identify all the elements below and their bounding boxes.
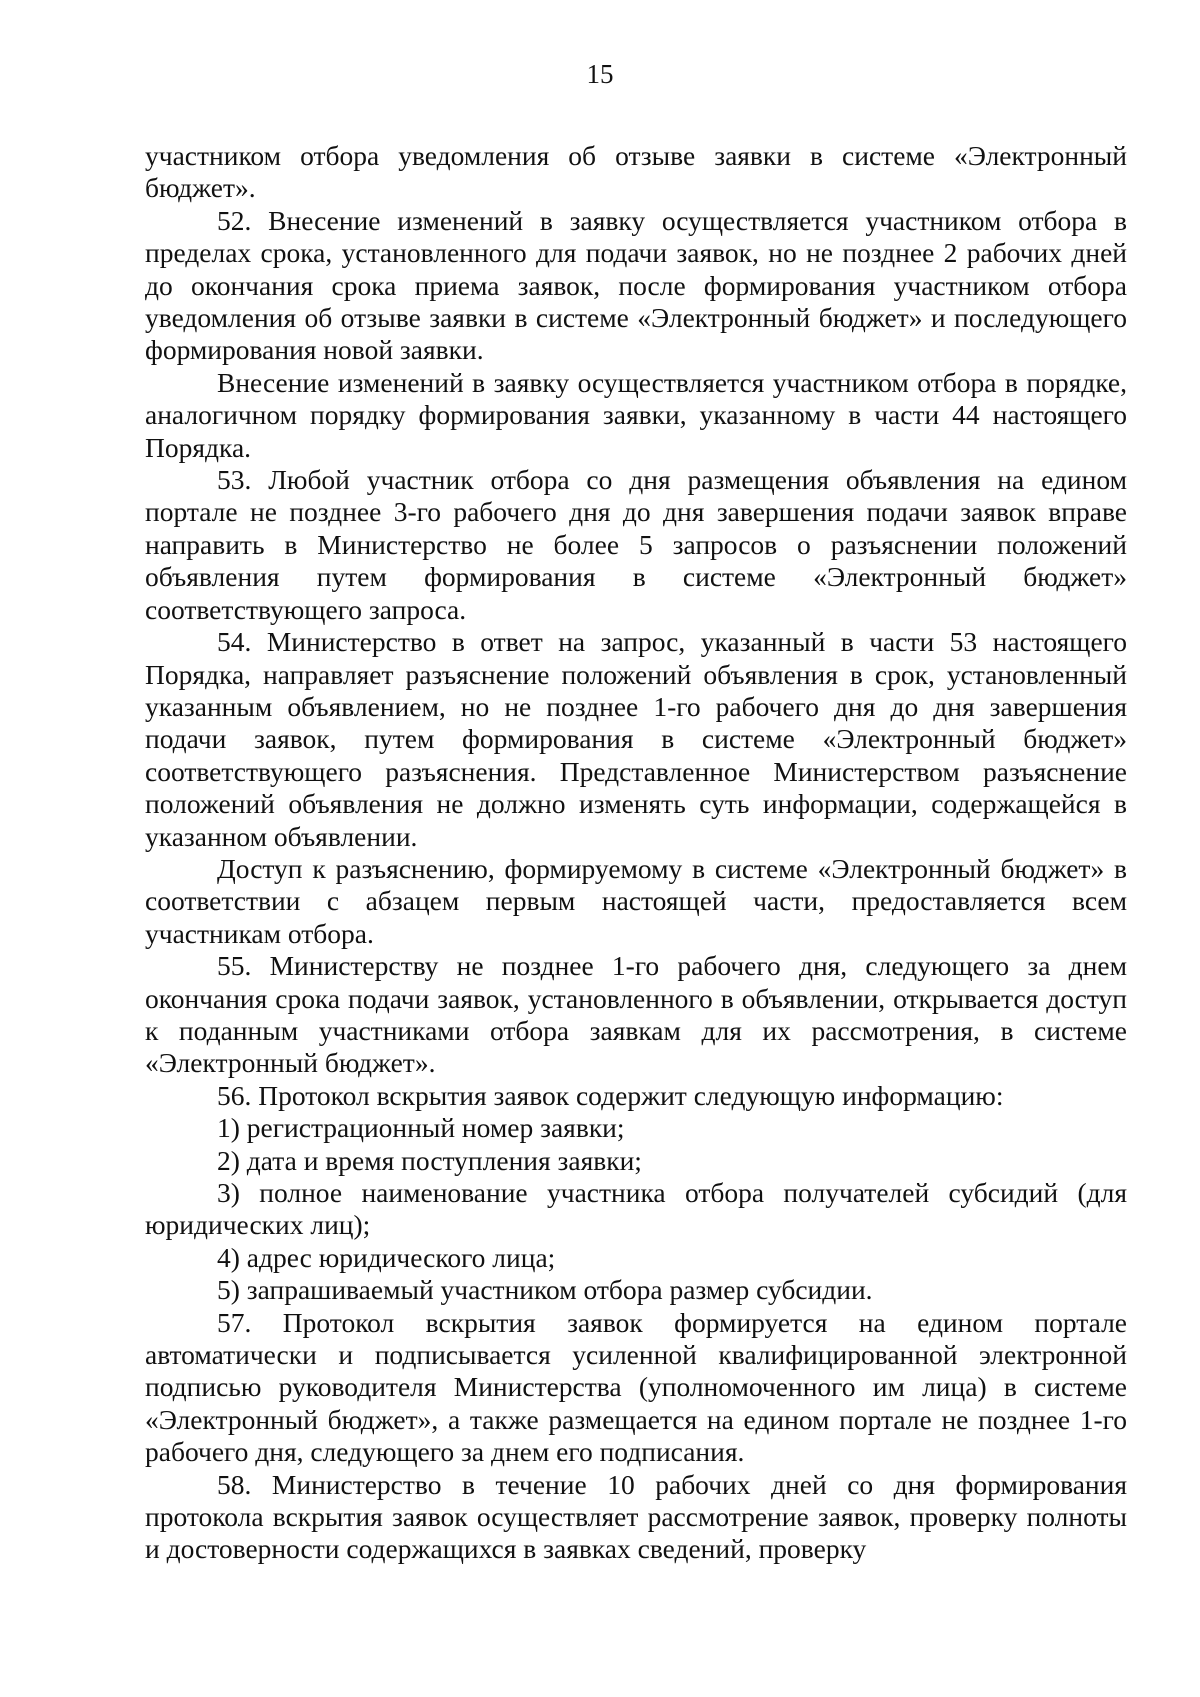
paragraph: 55. Министерству не позднее 1-го рабочего дня, следующего за днем окончания срока подачи заявок, установленного в объявлении, открывается доступ к поданным участниками отбора заявкам для их рассмотрения, в системе «Электронный бюджет». — [145, 950, 1127, 1079]
paragraph: 1) регистрационный номер заявки; — [217, 1112, 625, 1144]
paragraph: 57. Протокол вскрытия заявок формируется на едином портале автоматически и подписывается усиленной квалифицированной электронной подписью руководителя Министерства (уполномоченного им лица) в системе «Электронный бюджет», а также размещается на едином портале не позднее 1-го рабочего дня, следующего за днем его подписания. — [145, 1306, 1127, 1468]
paragraph: 53. Любой участник отбора со дня размещения объявления на едином портале не позднее 3-го рабочего дня до дня завершения подачи заявок вправе направить в Министерство не более 5 запросов о разъяснении положений объявления путем формирования в системе «Электронный бюджет» соответствующего запроса. — [145, 464, 1127, 625]
paragraph: 58. Министерство в течение 10 рабочих дней со дня формирования протокола вскрытия заявок осуществляет рассмотрение заявок, проверку полноты и достоверности содержащихся в заявках сведений, проверку — [145, 1468, 1127, 1565]
paragraph: участником отбора уведомления об отзыве заявки в системе «Электронный бюджет». — [145, 140, 1127, 204]
paragraph: 54. Министерство в ответ на запрос, указанный в части 53 настоящего Порядка, направляет разъяснение положений объявления в срок, установленный указанным объявлением, но не позднее 1-го рабочего дня до дня завершения подачи заявок, путем формирования в системе «Электронный бюджет» соответствующего разъяснения. Представленное Министерством разъяснение положений объявления не должно изменять суть информации, содержащейся в указанном объявлении. — [145, 626, 1127, 852]
paragraph: 52. Внесение изменений в заявку осуществляется участником отбора в пределах срока, установленного для подачи заявок, но не позднее 2 рабочих дней до окончания срока приема заявок, после формирования участником отбора уведомления об отзыве заявки в системе «Электронный бюджет» и последующего формирования новой заявки. — [145, 204, 1127, 366]
paragraph: Доступ к разъяснению, формируемому в системе «Электронный бюджет» в соответствии с абзацем первым настоящей части, предоставляется всем участникам отбора. — [145, 852, 1127, 949]
document-body — [145, 140, 1127, 1566]
paragraph: 56. Протокол вскрытия заявок содержит следующую информацию: — [217, 1079, 1004, 1111]
paragraph: 2) дата и время поступления заявки; — [217, 1144, 642, 1176]
paragraph: 5) запрашиваемый участником отбора размер субсидии. — [217, 1274, 873, 1306]
page-number: 15 — [586, 59, 614, 89]
paragraph: Внесение изменений в заявку осуществляется участником отбора в порядке, аналогичном порядку формирования заявки, указанному в части 44 настоящего Порядка. — [145, 366, 1127, 463]
paragraph: 3) полное наименование участника отбора получателей субсидий (для юридических лиц); — [145, 1177, 1127, 1241]
paragraph: 4) адрес юридического лица; — [217, 1241, 556, 1273]
